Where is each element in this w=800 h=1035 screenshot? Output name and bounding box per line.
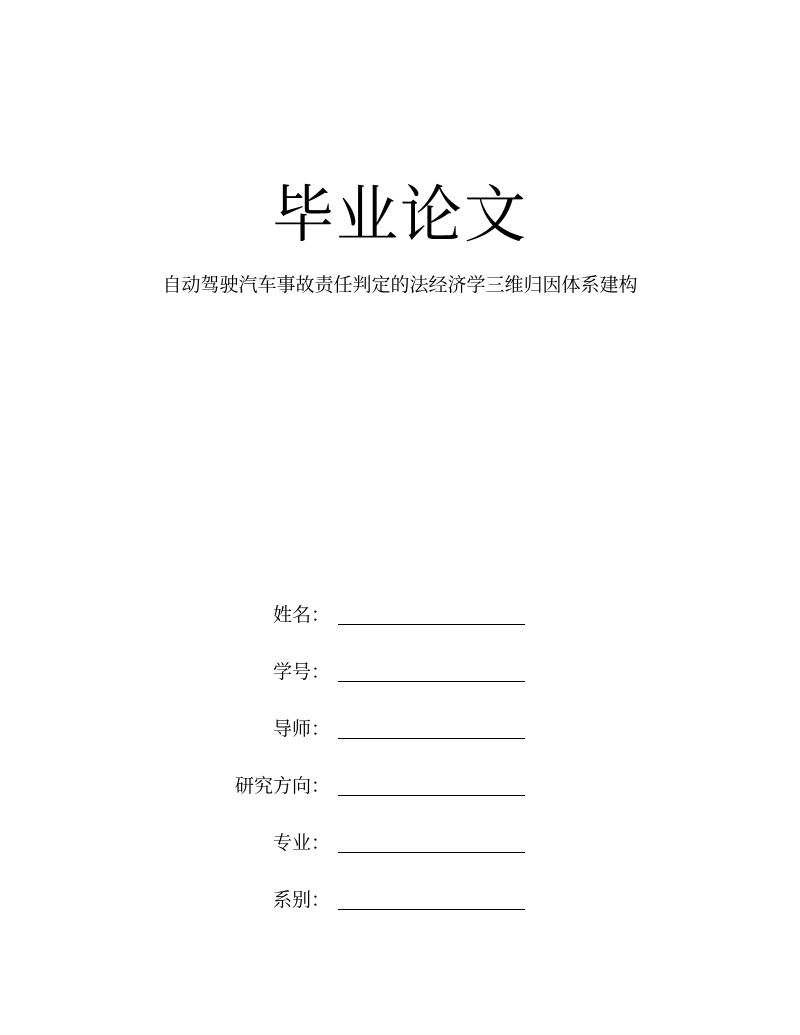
name-field[interactable] [338,599,525,623]
thesis-subtitle: 自动驾驶汽车事故责任判定的法经济学三维归因体系建构 [162,274,638,296]
student-id-field[interactable] [338,656,525,680]
research-direction-label: 研究方向： [234,775,330,797]
info-row-advisor [0,713,800,745]
info-row-student-id [0,656,800,688]
department-field[interactable] [338,884,525,908]
advisor-label: 导师： [272,718,330,740]
major-underline [338,852,525,853]
info-row-major [0,827,800,859]
advisor-underline [338,738,525,739]
department-label: 系别： [272,889,330,911]
student-id-underline [338,681,525,682]
research-direction-underline [338,795,525,796]
info-row-name [0,599,800,631]
name-underline [338,624,525,625]
major-label: 专业： [272,832,330,854]
info-row-department [0,884,800,916]
info-row-research-direction [0,770,800,802]
major-field[interactable] [338,827,525,851]
name-label: 姓名： [272,604,330,626]
document-title: 毕业论文 [271,178,528,251]
department-underline [338,909,525,910]
research-direction-field[interactable] [338,770,525,794]
advisor-field[interactable] [338,713,525,737]
student-id-label: 学号： [272,661,330,683]
